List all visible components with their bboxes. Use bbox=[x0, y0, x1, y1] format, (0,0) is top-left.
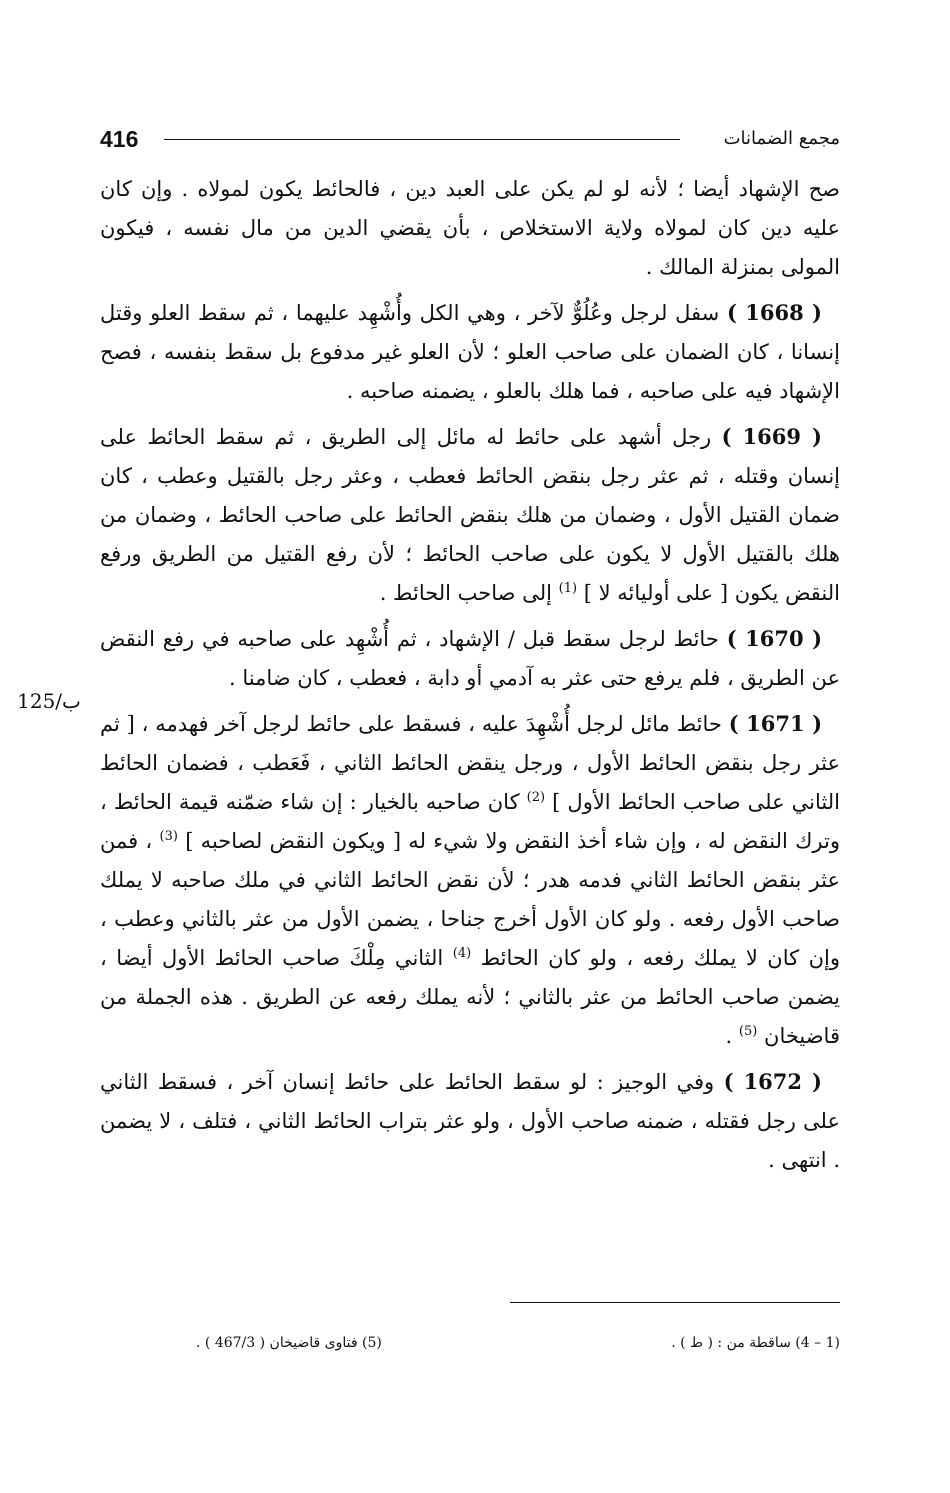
entry-number: ( 1668 ) bbox=[726, 300, 822, 325]
paragraph-continuation bbox=[100, 170, 840, 287]
footnotes bbox=[100, 1328, 840, 1358]
paragraph-1669 bbox=[100, 417, 840, 613]
footnote-ref[interactable]: (4) bbox=[452, 946, 472, 961]
paragraph-text: الثاني مِلْكَ صاحب الحائط الأول أيضا ، يضمن صاحب الحائط من عثر بالثاني ؛ لأنه يملك رفعه عن الطريق . هذه الجملة من قاضيخان bbox=[100, 946, 840, 1048]
paragraph-1668 bbox=[100, 293, 840, 411]
footnote-ref[interactable]: (1) bbox=[558, 581, 578, 596]
paragraph-text: ، فمن عثر بنقض الحائط الثاني فدمه هدر ؛ لأن نقض الحائط الثاني في ملك صاحبه لا يملك صاحب الأول رفعه . ولو كان الأول أخرج جناحا ، يضمن الأول من عثر بالثاني وعطب ، وإن كان لا يملك رفعه ، ولو كان الحائط bbox=[100, 829, 840, 970]
folio-margin-note: 125/ب bbox=[17, 689, 81, 713]
paragraph-1672 bbox=[100, 1062, 840, 1180]
entry-number: ( 1670 ) bbox=[726, 626, 823, 651]
paragraph-1671 bbox=[100, 704, 840, 1056]
paragraph-text: سفل لرجل وعُلُوٌّ لآخر ، وهي الكل وأُشْهِد عليهما ، ثم سقط العلو وقتل إنسانا ، كان الضمان على صاحب العلو ؛ لأن العلو غير مدفوع بل سقط بنفسه ، فصح الإشهاد فيه على صاحبه ، فما هلك بالعلو ، يضمنه صاحبه . bbox=[100, 301, 840, 403]
footnote-1-4: (1 – 4) ساقطة من : ( ط ) . bbox=[671, 1335, 840, 1351]
paragraph-text: كان صاحبه بالخيار : إن شاء ضمّنه قيمة الحائط ، وترك النقض له ، وإن شاء أخذ النقض ولا شيء له [ ويكون النقض لصاحبه ] bbox=[100, 790, 840, 853]
footnote-ref[interactable]: (5) bbox=[738, 1024, 758, 1039]
entry-number: ( 1671 ) bbox=[728, 711, 822, 736]
footnote-ref[interactable]: (3) bbox=[159, 829, 178, 844]
paragraph-text: وفي الوجيز : لو سقط الحائط على حائط إنسان آخر ، فسقط الثاني على رجل فقتله ، ضمنه صاحب الأول ، ولو عثر بتراب الحائط الثاني ، فتلف ، لا يضمن . انتهى . bbox=[100, 1070, 840, 1172]
entry-number: ( 1672 ) bbox=[723, 1069, 822, 1094]
paragraph-text: صح الإشهاد أيضا ؛ لأنه لو لم يكن على العبد دين ، فالحائط يكون لمولاه . وإن كان عليه دين كان لمولاه ولاية الاستخلاص ، بأن يقضي الدين من مال نفسه ، فيكون المولى بمنزلة المالك . bbox=[100, 177, 840, 279]
header-rule bbox=[164, 139, 680, 140]
paragraph-text: حائط مائل لرجل أُشْهِدَ عليه ، فسقط على حائط لرجل آخر فهدمه ، [ ثم عثر رجل بنقض الحائط الأول ، ورجل ينقض الحائط الثاني ، فَعَطب ، فضمان الحائط الثاني على صاحب الحائط الأول ] bbox=[100, 712, 840, 814]
paragraph-text: رجل أشهد على حائط له مائل إلى الطريق ، ثم سقط الحائط على إنسان وقتله ، ثم عثر رجل بنقض الحائط فعطب ، وعثر رجل بالقتيل وعطب ، كان ضمان القتيل الأول ، وضمان من هلك بنقض الحائط على صاحب الحائط ، وضمان من هلك بالقتيل الأول لا يكون على صاحب الحائط ؛ لأن رفع القتيل من الطريق ورفع النقض يكون [ على أوليائه لا ] bbox=[100, 425, 840, 605]
footnote-ref[interactable]: (2) bbox=[526, 790, 546, 805]
paragraph-text: حائط لرجل سقط قبل / الإشهاد ، ثم أُشْهِد على صاحبه في رفع النقض عن الطريق ، فلم يرفع حتى عثر به آدمي أو دابة ، فعطب ، كان ضامنا . bbox=[100, 627, 840, 690]
running-title: مجمع الضمانات bbox=[723, 128, 840, 149]
body-text bbox=[100, 170, 840, 1186]
footnote-separator bbox=[510, 1302, 840, 1303]
page-number: 416 bbox=[100, 126, 139, 152]
footnote-5: (5) فتاوى قاضيخان ( 467/3 ) . bbox=[196, 1335, 382, 1351]
entry-number: ( 1669 ) bbox=[721, 424, 822, 449]
paragraph-1670 bbox=[100, 619, 840, 698]
page-header bbox=[100, 124, 840, 156]
paragraph-text: إلى صاحب الحائط . bbox=[379, 581, 552, 605]
paragraph-text: . bbox=[725, 1024, 733, 1048]
